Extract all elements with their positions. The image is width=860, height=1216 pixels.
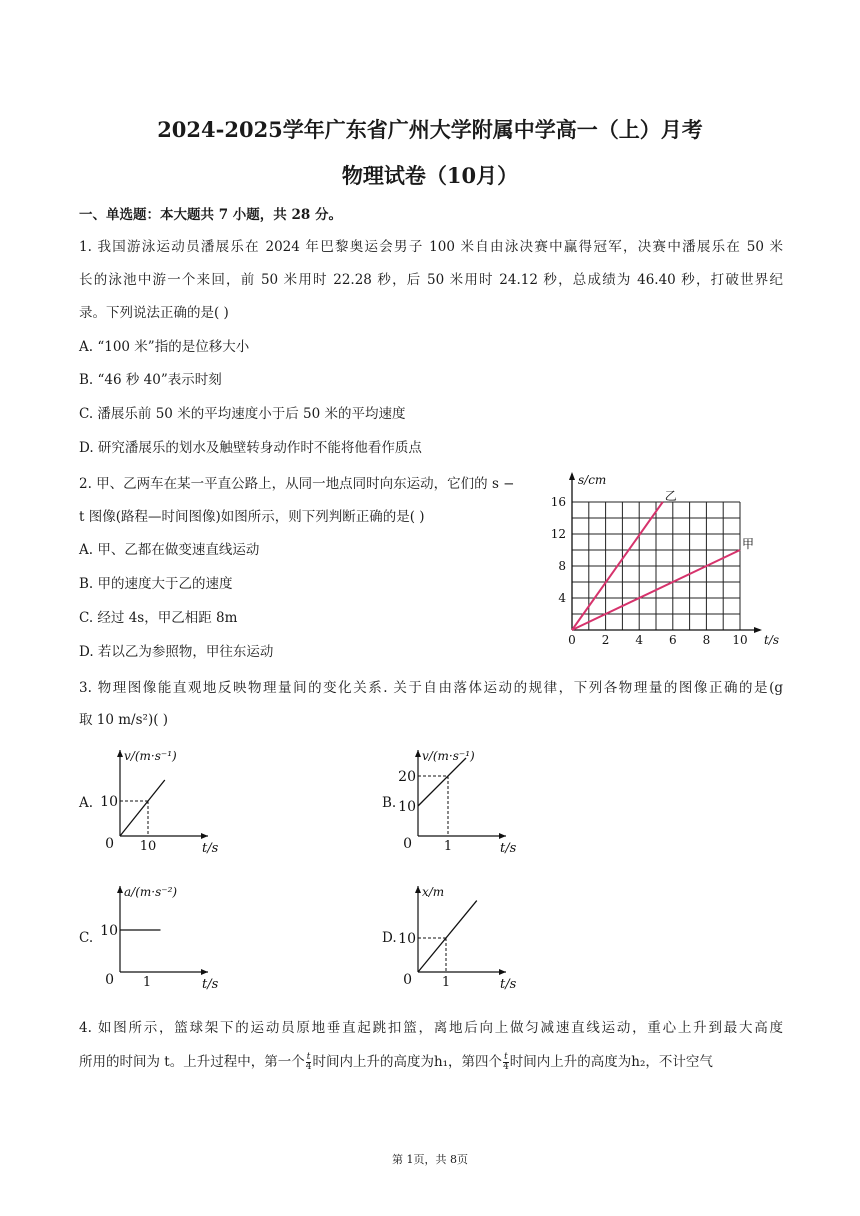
- fraction-denominator: 4: [305, 1062, 312, 1072]
- paper-title-line2: 物理试卷（10月）: [341, 163, 519, 188]
- section-heading: 一、单选题：本大题共 7 小题，共 28 分。: [79, 207, 342, 223]
- x-axis-label: t/s: [500, 977, 517, 992]
- q4-stem-line2: [79, 1050, 713, 1072]
- origin-label: 0: [403, 836, 412, 852]
- q3-option-c-label: C.: [79, 930, 94, 946]
- y-axis-arrow: [569, 472, 575, 480]
- y-tick-label: 20: [398, 769, 416, 785]
- y-axis-label: s/cm: [578, 473, 607, 487]
- x-axis-arrow: [754, 627, 762, 633]
- y-tick-label: 10: [398, 799, 416, 815]
- x-tick-label: 6: [668, 633, 677, 647]
- y-axis-label: v/(m·s⁻¹): [124, 749, 177, 763]
- y-axis-label: v/(m·s⁻¹): [422, 749, 475, 763]
- q1-option-c: C. 潘展乐前 50 米的平均速度小于后 50 米的平均速度: [79, 406, 406, 422]
- y-axis-label: x/m: [422, 885, 445, 899]
- x-tick-label: 1: [142, 975, 152, 990]
- x-axis-arrow: [201, 833, 208, 839]
- q3-stem-line2: 取 10 m/s²)( ): [79, 712, 169, 728]
- x-axis-label: t/s: [202, 977, 219, 992]
- origin-label: 0: [105, 972, 114, 988]
- q2-option-c: C. 经过 4s，甲乙相距 8m: [79, 610, 238, 626]
- q2-st-chart: [550, 468, 790, 648]
- x-tick-label: 10: [139, 839, 157, 854]
- q1-stem-line3: 录。下列说法正确的是( ): [79, 305, 229, 321]
- origin-label: 0: [403, 972, 412, 988]
- y-tick-label: 10: [100, 794, 118, 810]
- paper-title-line1: 2024-2025学年广东省广州大学附属中学高一（上）月考: [157, 117, 703, 142]
- q1-option-a: A. “100 米”指的是位移大小: [79, 339, 250, 355]
- fraction-numerator: t: [306, 1052, 311, 1062]
- q2-option-b: B. 甲的速度大于乙的速度: [79, 576, 233, 592]
- x-tick-label: 4: [635, 633, 644, 647]
- q3-option-b-label: B.: [382, 795, 397, 811]
- q1-option-d: D. 研究潘展乐的划水及触壁转身动作时不能将他看作质点: [79, 440, 422, 456]
- x-axis-label: t/s: [764, 633, 780, 647]
- q3-graph-c: [98, 878, 228, 993]
- y-axis-arrow: [117, 750, 123, 757]
- x-axis-arrow: [499, 969, 506, 975]
- x-axis-arrow: [499, 833, 506, 839]
- y-axis-arrow: [415, 886, 421, 893]
- q1-stem-line2: 长的泳池中游一个来回，前 50 米用时 22.28 秒，后 50 米用时 24.12 秒，总成绩为 46.40 秒，打破世界纪: [79, 272, 783, 288]
- y-axis-arrow: [415, 750, 421, 757]
- x-tick-label: 8: [702, 633, 711, 647]
- data-line: [418, 758, 466, 806]
- q3-graph-d: [396, 878, 526, 993]
- y-tick-label: 10: [398, 931, 416, 947]
- y-axis-label: a/(m·s⁻²): [124, 885, 178, 899]
- q3-stem-line1: 3. 物理图像能直观地反映物理量间的变化关系. 关于自由落体运动的规律，下列各物理量的图像正确的是(g: [79, 680, 783, 696]
- origin-label: 0: [105, 836, 114, 852]
- x-tick-label: 10: [732, 633, 748, 647]
- x-axis-label: t/s: [500, 841, 517, 856]
- data-line: [418, 901, 477, 972]
- x-tick-label: 1: [441, 975, 451, 990]
- q2-stem-line2: t 图像(路程—时间图像)如图所示，则下列判断正确的是( ): [79, 509, 425, 525]
- y-axis-arrow: [117, 886, 123, 893]
- x-tick-label: 1: [443, 839, 453, 854]
- q1-stem-line1: 1. 我国游泳运动员潘展乐在 2024 年巴黎奥运会男子 100 米自由泳决赛中赢得冠军，决赛中潘展乐在 50 米: [79, 239, 783, 255]
- q3-option-a-label: A.: [79, 795, 94, 811]
- x-tick-label: 0: [568, 633, 576, 647]
- q1-option-b: B. “46 秒 40”表示时刻: [79, 372, 222, 388]
- q4-stem-part-a: 所用的时间为 t。上升过程中，第一个: [79, 1054, 305, 1070]
- q3-option-d-label: D.: [382, 930, 397, 946]
- x-tick-label: 2: [601, 633, 610, 647]
- q4-fraction-t-over-4: [306, 1053, 312, 1072]
- q2-option-a: A. 甲、乙都在做变速直线运动: [79, 542, 260, 558]
- q4-stem-part-c: 时间内上升的高度为h₂，不计空气: [509, 1054, 713, 1070]
- y-tick-label: 4: [558, 591, 566, 605]
- y-tick-label: 12: [550, 527, 566, 541]
- q2-option-d: D. 若以乙为参照物，甲往东运动: [79, 644, 274, 660]
- fraction-numerator: t: [504, 1052, 508, 1062]
- y-tick-label: 10: [100, 923, 118, 939]
- page-footer: 第 1页，共 8页: [392, 1153, 468, 1166]
- series-label: 乙: [664, 489, 677, 503]
- x-axis-label: t/s: [202, 841, 219, 856]
- y-tick-label: 8: [558, 559, 566, 573]
- fraction-denominator: 4: [503, 1062, 509, 1072]
- series-label: 甲: [742, 537, 755, 551]
- data-line: [120, 780, 165, 836]
- y-tick-label: 16: [550, 495, 566, 509]
- q4-fraction-t-over-4: [503, 1053, 509, 1072]
- q3-graph-b: [396, 742, 526, 857]
- x-axis-arrow: [201, 969, 208, 975]
- q3-graph-a: [98, 742, 228, 857]
- q4-stem-part-b: 时间内上升的高度为h₁，第四个: [312, 1054, 503, 1070]
- q2-stem-line1: 2. 甲、乙两车在某一平直公路上，从同一地点同时向东运动，它们的 s −: [79, 476, 515, 492]
- q4-stem-line1: 4. 如图所示，篮球架下的运动员原地垂直起跳扣篮，离地后向上做匀减速直线运动，重心上升到最大高度: [79, 1020, 783, 1036]
